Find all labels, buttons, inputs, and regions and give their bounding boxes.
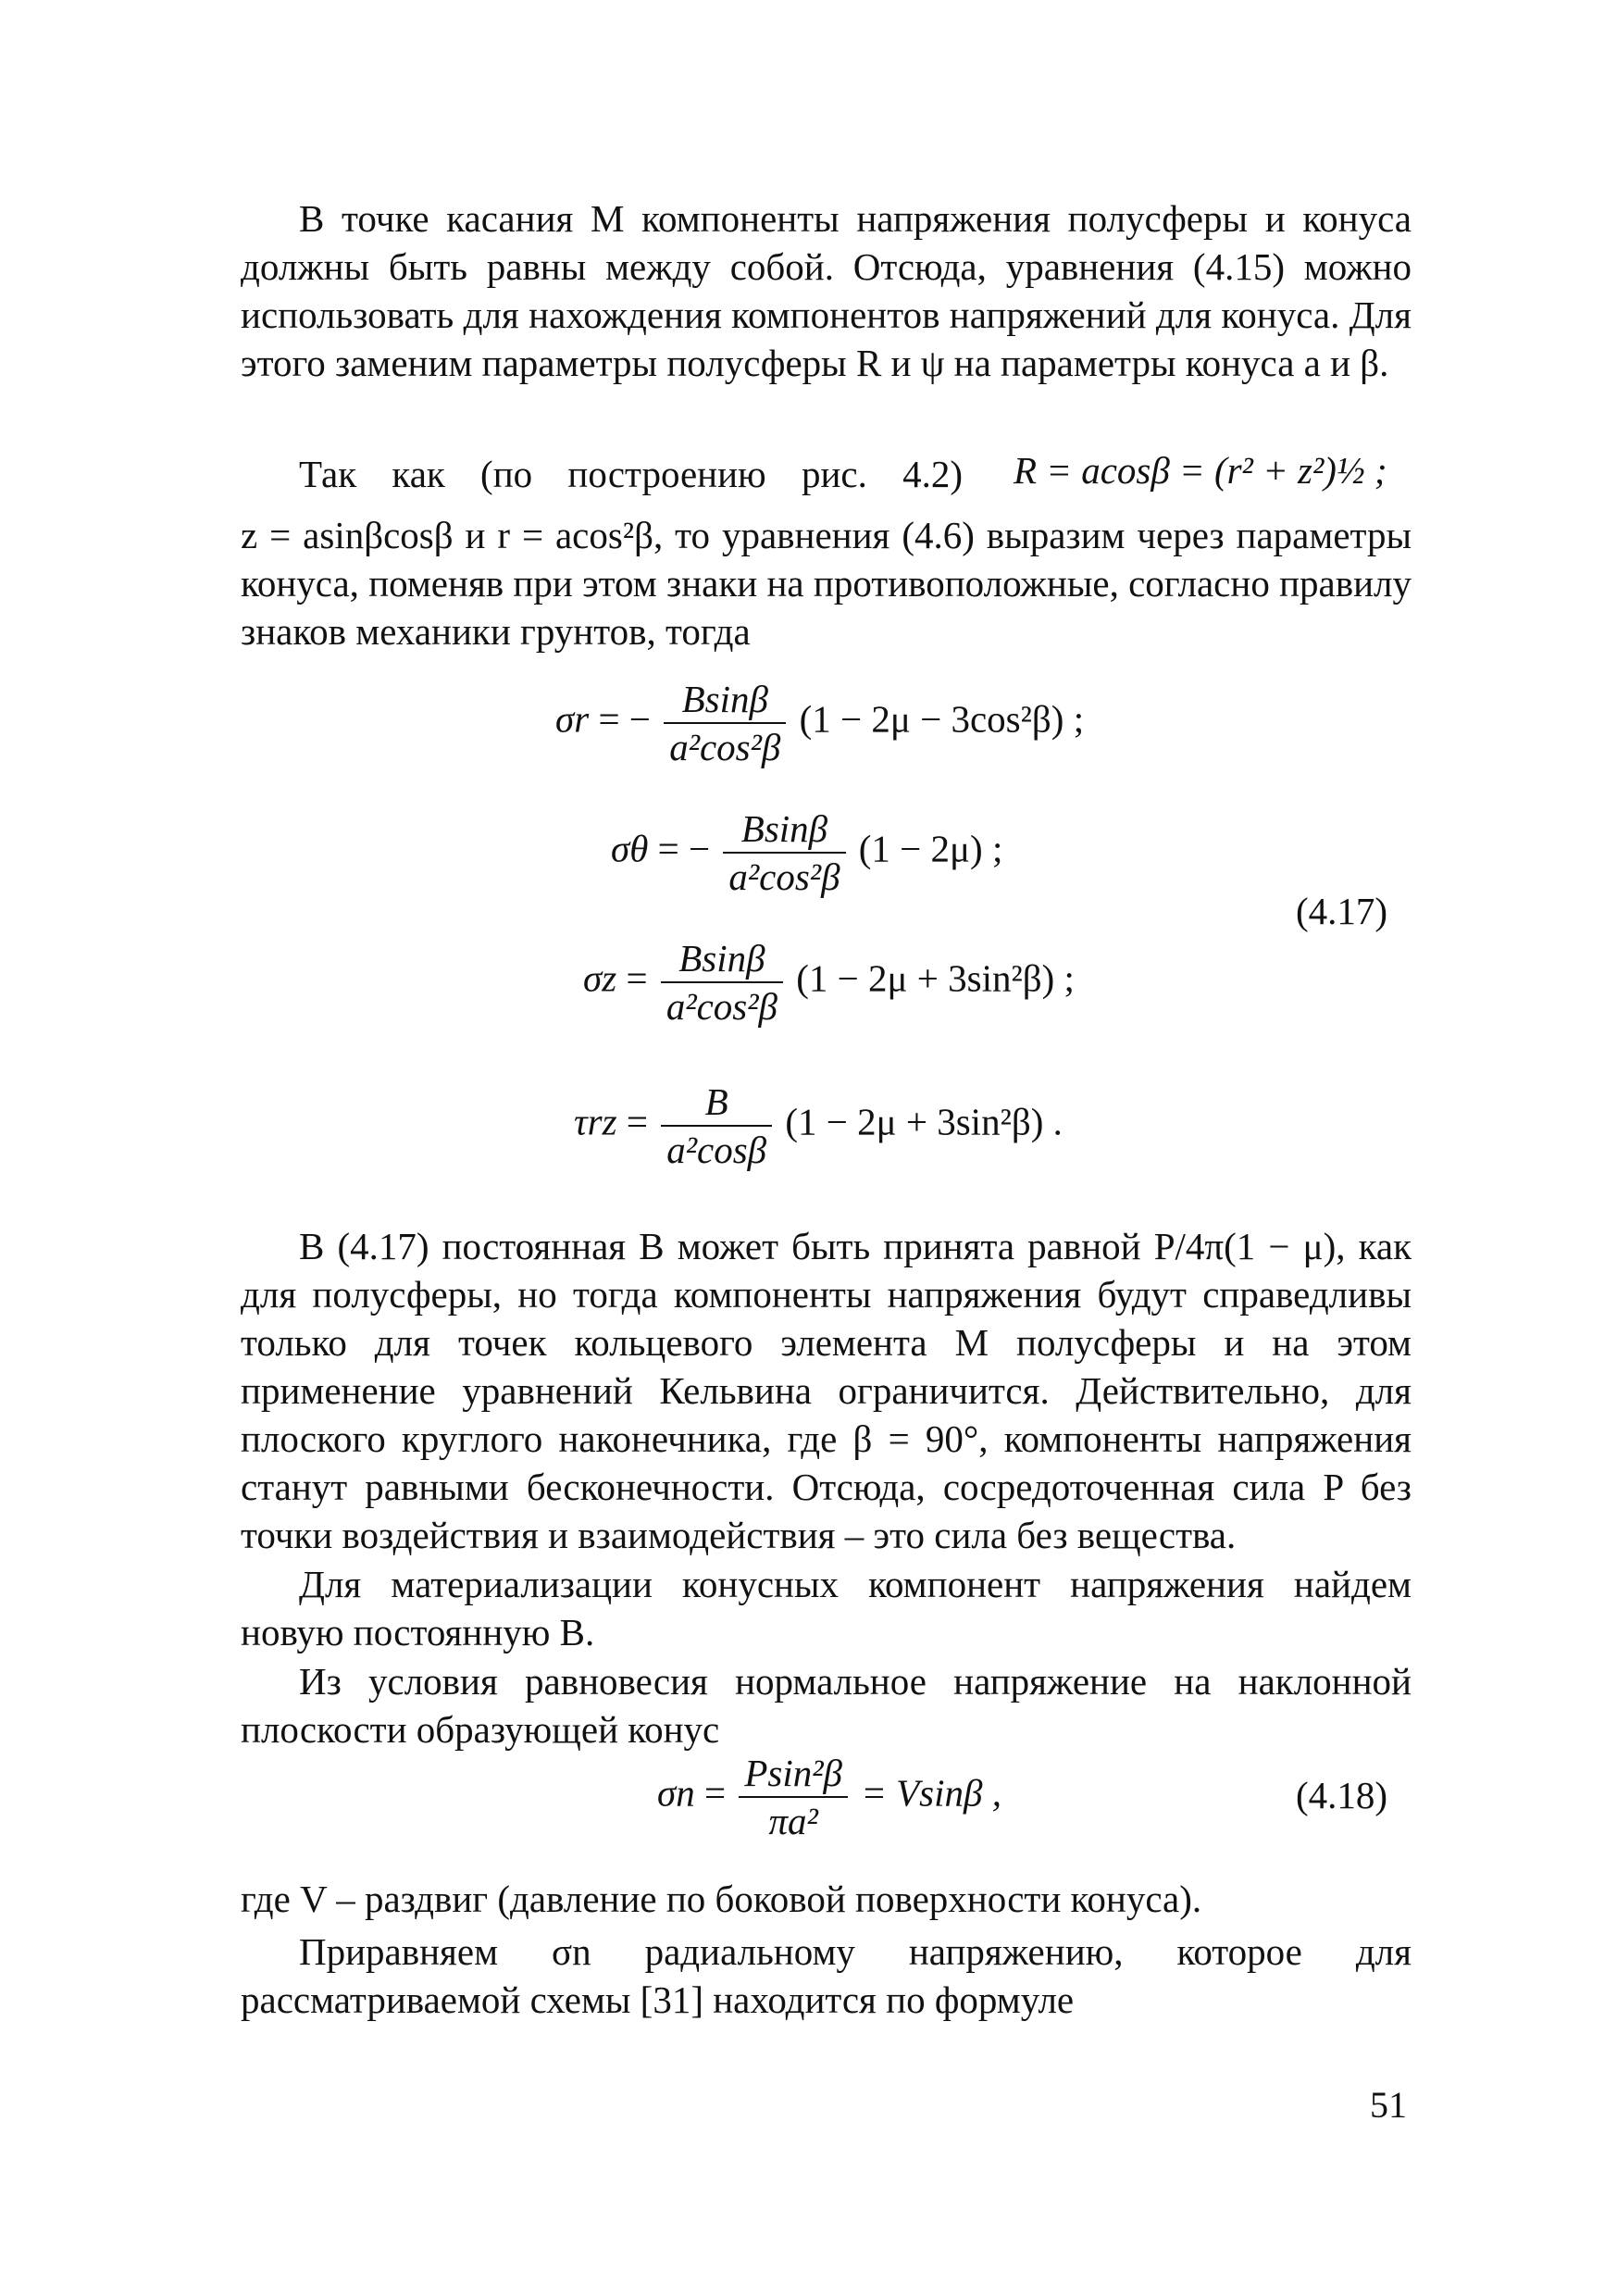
paragraph-1-text: В точке касания M компоненты напряжения полусферы и конуса должны быть равны между собой. Отсюда, уравнения (4.15) можно использовать для нахождения компонентов напряжений для конуса. Для этого заменим параметры полусферы R и ψ на параметры конуса a и β. [241, 197, 1412, 384]
fraction-sigma-z: $\frac{Bsin\beta}{\text{a²cos²β}}$ [661, 935, 783, 1029]
page-number: 51 [1370, 2084, 1407, 2126]
paragraph-5: Из условия равновесия нормальное напряжение на наклонной плоскости образующей конус [241, 1660, 1412, 1751]
paragraph-2-line-1: Так как (по построению рис. 4.2) [299, 453, 963, 495]
paragraph-6: где V – раздвиг (давление по боковой поверхности конуса). [241, 1878, 1202, 1920]
equation-number-4-17: (4.17) [1296, 890, 1388, 932]
paragraph-7: Приравняем σn радиальному напряжению, которое для рассматриваемой схемы [31] находится по формуле [241, 1930, 1412, 2021]
paragraph-1 [241, 194, 1412, 387]
fraction-sigma-n: $\frac{\text{Psin²β}}{\text{πa²}}$ [739, 1750, 848, 1844]
equation-sigma-z: σz = $\frac{Bsin\beta}{\text{a²cos²β}}$ (1 − 2μ + 3sin²β) ; [583, 937, 1075, 1028]
paragraph-3: В (4.17) постоянная B может быть принята равной P/4π(1 − μ), как для полусферы, но тогда компоненты напряжения будут справедливы только для точек кольцевого элемента M полусферы и на этом применение уравнений Кельвина ограничится. Действительно, для плоского круглого наконечника, где β = 90°, компоненты напряжения станут равными бесконечности. Отсюда, сосредоточенная сила P без точки воздействия и взаимодействия – это сила без вещества. [241, 1225, 1412, 1556]
fraction-sigma-r: $\frac{Bsin\beta}{\text{a²cos²β}}$ [664, 676, 786, 770]
equation-sigma-n: σn = $\frac{\text{Psin²β}}{\text{πa²}}$ = Vsinβ , [657, 1752, 1001, 1842]
fraction-tau-rz: $\frac{B}{\text{a²cosβ}}$ [661, 1079, 772, 1173]
equation-sigma-r: σr = − $\frac{Bsin\beta}{\text{a²cos²β}}$ (1 − 2μ − 3cos²β) ; [555, 678, 1085, 768]
equation-tau-rz: τrz = $\frac{B}{\text{a²cosβ}}$ (1 − 2μ + 3sin²β) . [574, 1080, 1063, 1171]
paragraph-4: Для материализации конусных компонент напряжения найдем новую постоянную B. [241, 1563, 1412, 1653]
equation-sigma-theta: σθ = − $\frac{Bsin\beta}{\text{a²cos²β}}$ (1 − 2μ) ; [611, 807, 1003, 898]
equation-number-4-18: (4.18) [1296, 1774, 1388, 1816]
paragraph-2-continuation: z = asinβcosβ и r = acos²β, то уравнения (4.6) выразим через параметры конуса, поменяв при этом знаки на противоположные, согласно правилу знаков механики грунтов, тогда [241, 514, 1412, 653]
fraction-sigma-theta: $\frac{Bsin\beta}{\text{a²cos²β}}$ [723, 805, 845, 900]
formula-R-definition: R = acosβ = (r² + z²)½ ; [1014, 449, 1387, 492]
